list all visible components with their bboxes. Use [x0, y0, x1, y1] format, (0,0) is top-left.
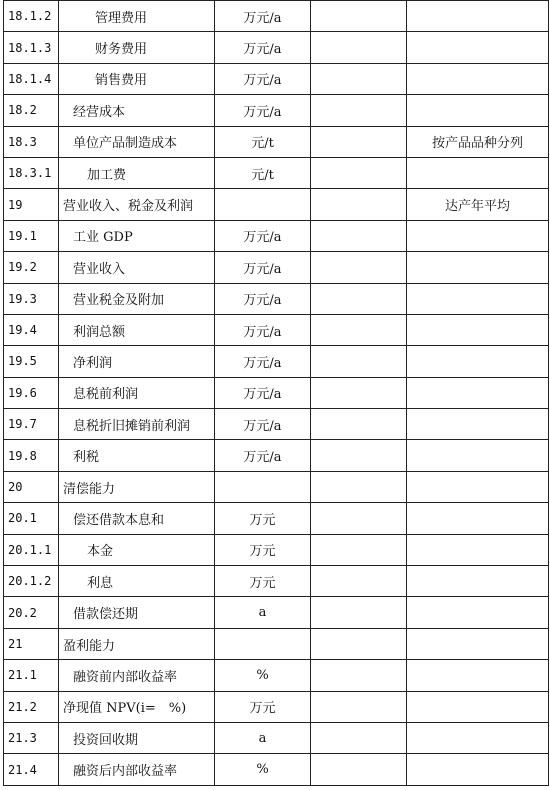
row-value [311, 409, 407, 440]
row-name: 营业收入 [59, 252, 215, 283]
row-name: 息税前利润 [59, 377, 215, 408]
table-row [4, 377, 549, 408]
row-value [311, 754, 407, 785]
row-name: 营业收入、税金及利润 [59, 189, 215, 220]
row-name: 息税折旧摊销前利润 [59, 409, 215, 440]
row-number: 19.2 [4, 252, 59, 283]
row-number: 19.1 [4, 220, 59, 251]
row-name: 单位产品制造成本 [59, 126, 215, 157]
row-number: 20.1.2 [4, 566, 59, 597]
row-unit: 万元/a [215, 314, 311, 345]
row-value [311, 95, 407, 126]
row-name: 投资回收期 [59, 722, 215, 753]
row-name: 利润总额 [59, 314, 215, 345]
table-row [4, 471, 549, 502]
row-unit: a [215, 597, 311, 628]
row-note [407, 63, 549, 94]
row-unit: 万元/a [215, 252, 311, 283]
table-row [4, 440, 549, 471]
row-value [311, 283, 407, 314]
row-unit: % [215, 754, 311, 785]
row-note [407, 722, 549, 753]
row-name: 借款偿还期 [59, 597, 215, 628]
row-name: 净利润 [59, 346, 215, 377]
row-name: 盈利能力 [59, 628, 215, 659]
row-number: 21.3 [4, 722, 59, 753]
row-value [311, 252, 407, 283]
table-row [4, 314, 549, 345]
row-unit: % [215, 660, 311, 691]
row-unit [215, 471, 311, 502]
row-note [407, 409, 549, 440]
row-name: 融资后内部收益率 [59, 754, 215, 785]
table-row [4, 503, 549, 534]
row-value [311, 440, 407, 471]
row-value [311, 597, 407, 628]
table-row [4, 722, 549, 753]
row-unit: 万元/a [215, 63, 311, 94]
row-value [311, 471, 407, 502]
row-name: 偿还借款本息和 [59, 503, 215, 534]
row-number: 19.4 [4, 314, 59, 345]
table-row [4, 1, 549, 32]
row-value [311, 157, 407, 188]
row-value [311, 534, 407, 565]
row-unit: 万元/a [215, 95, 311, 126]
row-note [407, 471, 549, 502]
row-note [407, 314, 549, 345]
row-note [407, 660, 549, 691]
row-unit: 元/t [215, 157, 311, 188]
row-unit [215, 189, 311, 220]
row-number: 21.4 [4, 754, 59, 785]
row-note [407, 346, 549, 377]
row-unit: 万元 [215, 566, 311, 597]
table-row [4, 189, 549, 220]
row-note [407, 95, 549, 126]
row-name: 利息 [59, 566, 215, 597]
row-note [407, 283, 549, 314]
row-unit: 万元 [215, 503, 311, 534]
table-row [4, 754, 549, 785]
row-number: 18.3.1 [4, 157, 59, 188]
row-note [407, 597, 549, 628]
row-note [407, 440, 549, 471]
row-number: 21.2 [4, 691, 59, 722]
row-note [407, 220, 549, 251]
row-note [407, 252, 549, 283]
row-name: 销售费用 [59, 63, 215, 94]
row-unit: 万元/a [215, 1, 311, 32]
row-note [407, 566, 549, 597]
row-number: 19.7 [4, 409, 59, 440]
row-unit: a [215, 722, 311, 753]
table-row [4, 95, 549, 126]
indicator-table [3, 0, 549, 786]
table-row [4, 691, 549, 722]
row-name: 利税 [59, 440, 215, 471]
row-unit: 万元/a [215, 283, 311, 314]
row-note [407, 534, 549, 565]
row-name: 营业税金及附加 [59, 283, 215, 314]
row-unit: 万元/a [215, 32, 311, 63]
row-number: 20.1.1 [4, 534, 59, 565]
row-unit: 万元/a [215, 409, 311, 440]
row-note [407, 32, 549, 63]
row-name: 融资前内部收益率 [59, 660, 215, 691]
row-number: 20 [4, 471, 59, 502]
row-value [311, 566, 407, 597]
row-unit: 万元 [215, 534, 311, 565]
row-number: 18.1.4 [4, 63, 59, 94]
row-value [311, 503, 407, 534]
row-value [311, 126, 407, 157]
row-value [311, 220, 407, 251]
table-row [4, 32, 549, 63]
table-row [4, 346, 549, 377]
row-note [407, 157, 549, 188]
row-number: 18.1.3 [4, 32, 59, 63]
table-row [4, 534, 549, 565]
row-number: 20.2 [4, 597, 59, 628]
row-name: 管理费用 [59, 1, 215, 32]
table-row [4, 660, 549, 691]
row-note: 达产年平均 [407, 189, 549, 220]
row-name: 清偿能力 [59, 471, 215, 502]
row-number: 18.3 [4, 126, 59, 157]
row-value [311, 660, 407, 691]
row-number: 21.1 [4, 660, 59, 691]
table-row [4, 566, 549, 597]
row-name: 本金 [59, 534, 215, 565]
row-value [311, 1, 407, 32]
row-note: 按产品品种分列 [407, 126, 549, 157]
row-value [311, 691, 407, 722]
row-value [311, 63, 407, 94]
row-name: 经营成本 [59, 95, 215, 126]
table-row [4, 157, 549, 188]
row-number: 20.1 [4, 503, 59, 534]
table-row [4, 283, 549, 314]
row-value [311, 346, 407, 377]
row-number: 19.6 [4, 377, 59, 408]
row-number: 18.1.2 [4, 1, 59, 32]
table-row [4, 628, 549, 659]
row-unit: 万元/a [215, 346, 311, 377]
row-note [407, 1, 549, 32]
table-row [4, 126, 549, 157]
row-note [407, 503, 549, 534]
row-name: 加工费 [59, 157, 215, 188]
row-unit: 元/t [215, 126, 311, 157]
row-name: 净现值 NPV(i= %) [59, 691, 215, 722]
row-note [407, 754, 549, 785]
row-number: 18.2 [4, 95, 59, 126]
row-number: 21 [4, 628, 59, 659]
row-number: 19.8 [4, 440, 59, 471]
row-note [407, 628, 549, 659]
row-value [311, 32, 407, 63]
row-unit: 万元 [215, 691, 311, 722]
row-number: 19.3 [4, 283, 59, 314]
row-unit [215, 628, 311, 659]
row-name: 财务费用 [59, 32, 215, 63]
row-value [311, 722, 407, 753]
row-name: 工业 GDP [59, 220, 215, 251]
row-unit: 万元/a [215, 377, 311, 408]
row-value [311, 377, 407, 408]
row-number: 19.5 [4, 346, 59, 377]
row-unit: 万元/a [215, 220, 311, 251]
table-row [4, 252, 549, 283]
row-value [311, 314, 407, 345]
table-row [4, 220, 549, 251]
table-row [4, 63, 549, 94]
table-body [4, 1, 549, 786]
row-value [311, 628, 407, 659]
table-row [4, 409, 549, 440]
row-note [407, 377, 549, 408]
row-number: 19 [4, 189, 59, 220]
row-value [311, 189, 407, 220]
row-unit: 万元/a [215, 440, 311, 471]
row-note [407, 691, 549, 722]
table-row [4, 597, 549, 628]
